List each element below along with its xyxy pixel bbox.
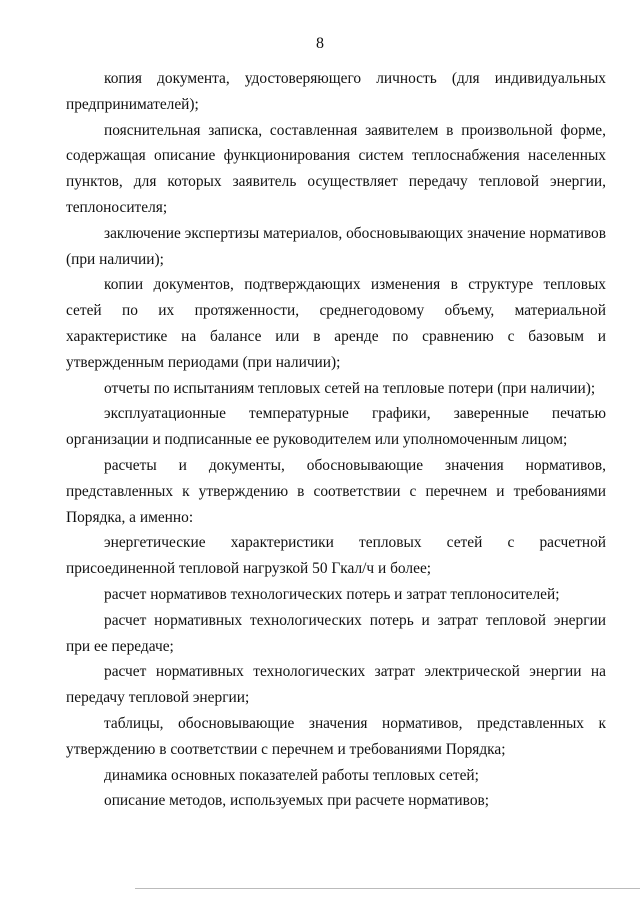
scan-edge-line — [135, 888, 640, 889]
paragraph-heat-losses: расчет нормативных технологических потерь и затрат тепловой энергии при ее передаче; — [66, 611, 606, 655]
paragraph-network-changes: копии документов, подтверждающих изменения в структуре тепловых сетей по их протяженности, среднегодовому объему, материальной характеристике на балансе или в аренде по сравнению с базовым и утвержденным периодами (при наличии); — [66, 276, 606, 371]
paragraph-expert-conclusion: заключение экспертизы материалов, обосновывающих значение нормативов (при наличии); — [66, 224, 606, 268]
paragraph-calculations: расчеты и документы, обосновывающие значения нормативов, представленных к утверждению в соответствии с перечнем и требованиями Порядка, а именно: — [66, 456, 606, 526]
paragraph-explanatory-note: пояснительная записка, составленная заявителем в произвольной форме, содержащая описание функционирования систем теплоснабжения населенных пунктов, для которых заявитель осуществляет передачу тепловой энергии, теплоносителя; — [66, 121, 606, 216]
paragraph-methods: описание методов, используемых при расчете нормативов; — [104, 792, 490, 810]
document-body — [66, 66, 606, 814]
paragraph-loss-tests: отчеты по испытаниям тепловых сетей на тепловые потери (при наличии); — [104, 379, 596, 397]
paragraph-dynamics: динамика основных показателей работы тепловых сетей; — [104, 766, 479, 784]
paragraph-tables: таблицы, обосновывающие значения нормативов, представленных к утверждению в соответствии с перечнем и требованиями Порядка; — [66, 714, 606, 758]
paragraph-coolant-losses: расчет нормативов технологических потерь и затрат теплоносителей; — [104, 585, 560, 603]
paragraph-electric-costs: расчет нормативных технологических затрат электрической энергии на передачу тепловой энергии; — [66, 663, 606, 707]
paragraph-identity-copy: копия документа, удостоверяющего личность (для индивидуальных предпринимателей); — [66, 70, 606, 113]
page-number: 8 — [316, 35, 324, 52]
paragraph-temperature-charts: эксплуатационные температурные графики, заверенные печатью организации и подписанные ее руководителем или уполномоченным лицом; — [66, 405, 606, 449]
paragraph-energy-characteristics: энергетические характеристики тепловых сетей с расчетной присоединенной тепловой нагрузкой 50 Гкал/ч и более; — [66, 534, 606, 578]
